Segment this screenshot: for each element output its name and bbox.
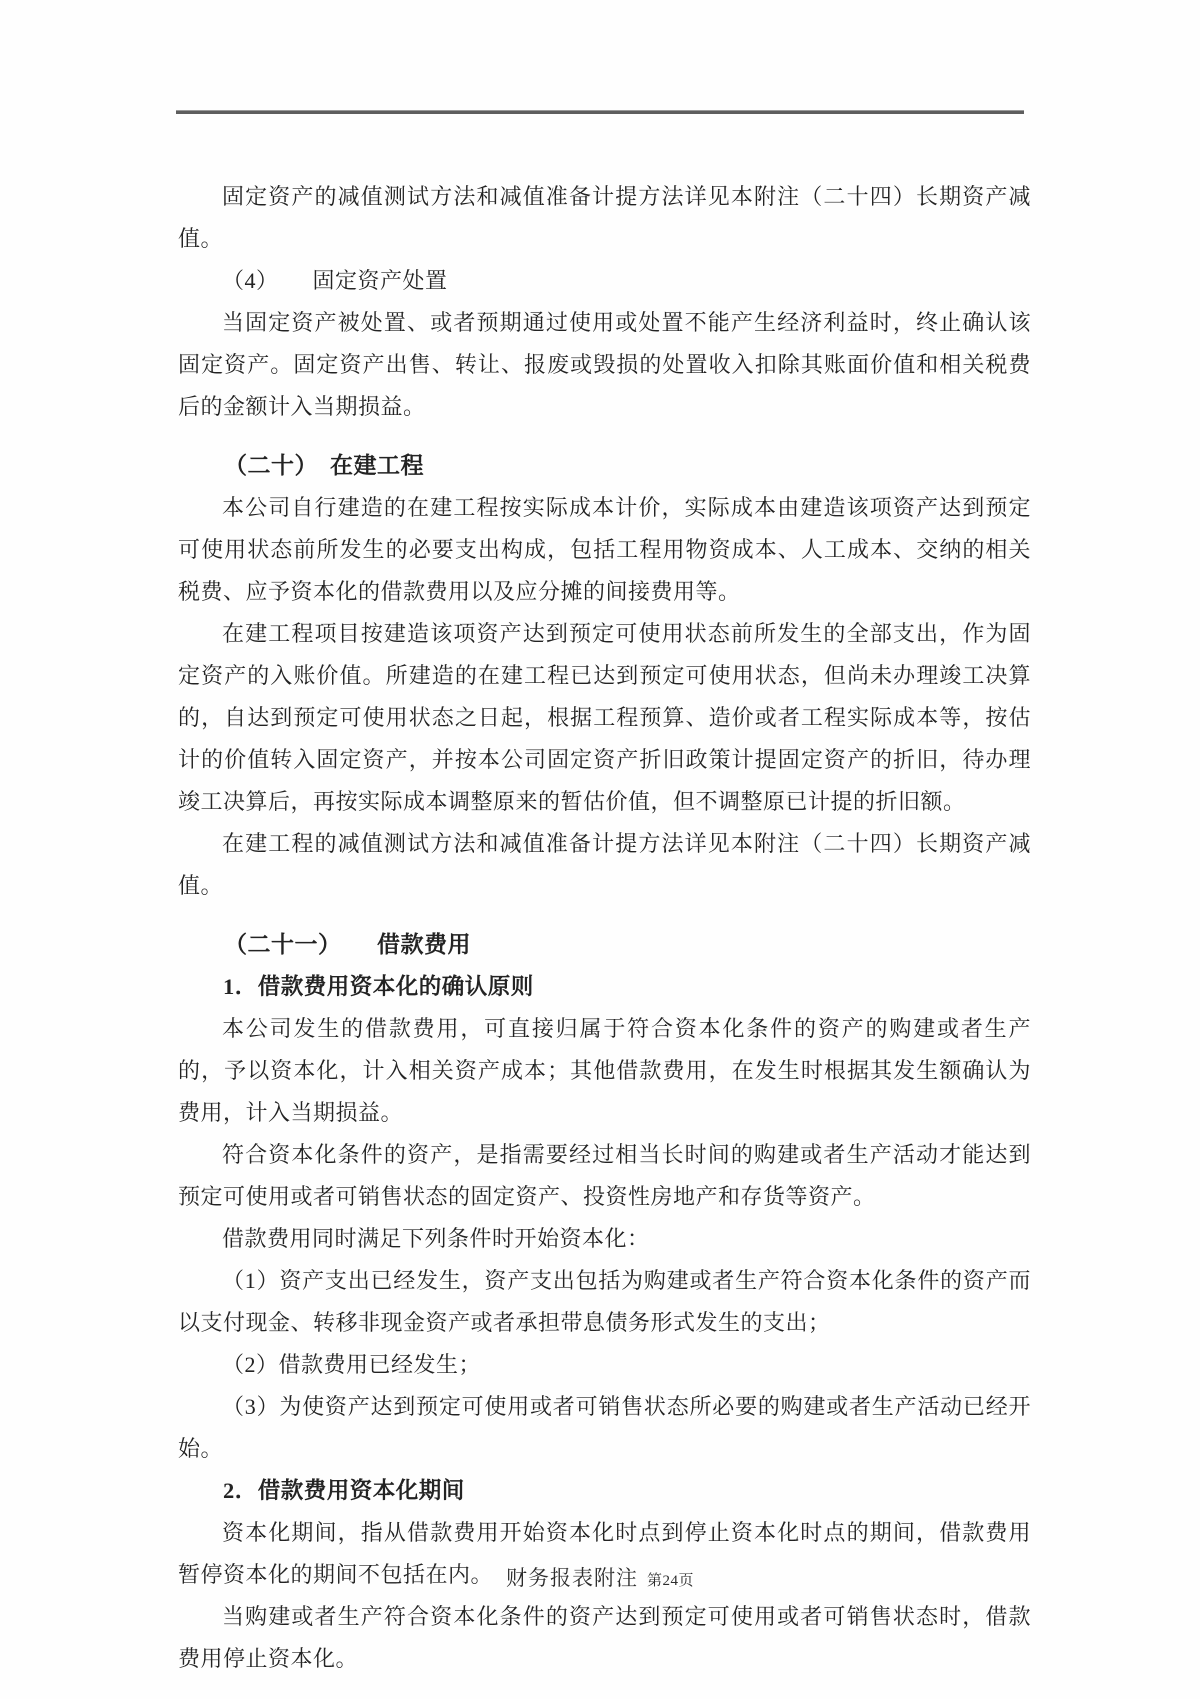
- paragraph: 符合资本化条件的资产，是指需要经过相当长时间的购建或者生产活动才能达到预定可使用或者可销售状态的固定资产、投资性房地产和存货等资产。: [178, 1142, 1031, 1209]
- footer-title: 财务报表附注: [505, 1566, 638, 1590]
- paragraph: 固定资产的减值测试方法和减值准备计提方法详见本附注（二十四）长期资产减值。: [178, 184, 1031, 251]
- list-item: （2）借款费用已经发生；: [222, 1352, 482, 1377]
- section-heading-21: （二十一） 借款费用: [224, 932, 471, 957]
- paragraph: 借款费用同时满足下列条件时开始资本化：: [222, 1226, 650, 1251]
- sub-heading-2: 2．借款费用资本化期间: [223, 1478, 465, 1503]
- paragraph: 当固定资产被处置、或者预期通过使用或处置不能产生经济利益时，终止确认该固定资产。固定资产出售、转让、报废或毁损的处置收入扣除其账面价值和相关税费后的金额计入当期损益。: [178, 310, 1031, 419]
- document-body: [178, 176, 1031, 1680]
- paragraph: 资本化期间，指从借款费用开始资本化时点到停止资本化时点的期间，借款费用暂停资本化的期间不包括在内。: [178, 1520, 1031, 1587]
- paragraph: 当购建或者生产符合资本化条件的资产达到预定可使用或者可销售状态时，借款费用停止资本化。: [178, 1604, 1031, 1671]
- paragraph: 本公司自行建造的在建工程按实际成本计价，实际成本由建造该项资产达到预定可使用状态前所发生的必要支出构成，包括工程用物资成本、人工成本、交纳的相关税费、应予资本化的借款费用以及应分摊的间接费用等。: [178, 495, 1031, 604]
- paragraph: 在建工程的减值测试方法和减值准备计提方法详见本附注（二十四）长期资产减值。: [178, 831, 1031, 898]
- footer-page-number: 第24页: [646, 1573, 694, 1589]
- page-footer: [0, 1562, 1200, 1592]
- list-item: （1）资产支出已经发生，资产支出包括为购建或者生产符合资本化条件的资产而以支付现金、转移非现金资产或者承担带息债务形式发生的支出；: [178, 1268, 1031, 1335]
- paragraph: 本公司发生的借款费用，可直接归属于符合资本化条件的资产的购建或者生产的，予以资本化，计入相关资产成本；其他借款费用，在发生时根据其发生额确认为费用，计入当期损益。: [178, 1016, 1031, 1125]
- list-item-heading: （4） 固定资产处置: [222, 268, 448, 293]
- section-heading-20: （二十） 在建工程: [224, 453, 424, 478]
- list-item: （3）为使资产达到预定可使用或者可销售状态所必要的购建或者生产活动已经开始。: [178, 1394, 1031, 1461]
- paragraph: 在建工程项目按建造该项资产达到预定可使用状态前所发生的全部支出，作为固定资产的入账价值。所建造的在建工程已达到预定可使用状态，但尚未办理竣工决算的，自达到预定可使用状态之日起，根据工程预算、造价或者工程实际成本等，按估计的价值转入固定资产，并按本公司固定资产折旧政策计提固定资产的折旧，待办理竣工决算后，再按实际成本调整原来的暂估价值，但不调整原已计提的折旧额。: [178, 621, 1031, 814]
- sub-heading-1: 1．借款费用资本化的确认原则: [223, 974, 534, 999]
- header-rule: [176, 110, 1024, 114]
